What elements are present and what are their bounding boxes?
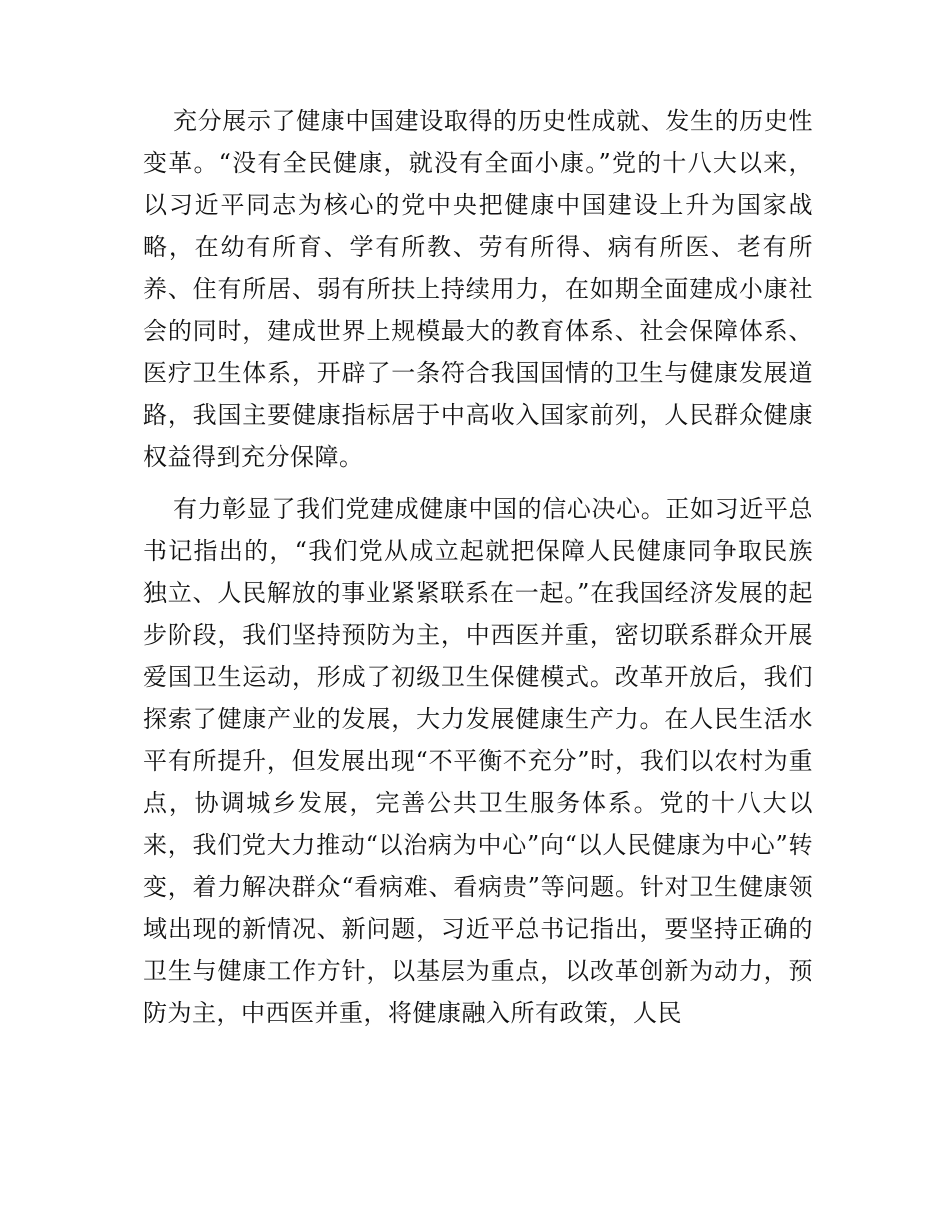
paragraph-achievements: 充分展示了健康中国建设取得的历史性成就、发生的历史性变革。“没有全民健康，就没有全面小康。”党的十八大以来，以习近平同志为核心的党中央把健康中国建设上升为国家战略，在幼有所育、学有所教、劳有所得、病有所医、老有所养、住有所居、弱有所扶上持续用力，在如期全面建成小康社会的同时，建成世界上规模最大的教育体系、社会保障体系、医疗卫生体系，开辟了一条符合我国国情的卫生与健康发展道路，我国主要健康指标居于中高收入国家前列，人民群众健康权益得到充分保障。 xyxy=(143,107,813,471)
document-body xyxy=(143,100,813,1044)
paragraph-confidence: 有力彰显了我们党建成健康中国的信心决心。正如习近平总书记指出的，“我们党从成立起就把保障人民健康同争取民族独立、人民解放的事业紧紧联系在一起。”在我国经济发展的起步阶段，我们坚持预防为主，中西医并重，密切联系群众开展爱国卫生运动，形成了初级卫生保健模式。改革开放后，我们探索了健康产业的发展，大力发展健康生产力。在人民生活水平有所提升，但发展出现“不平衡不充分”时，我们以农村为重点，协调城乡发展，完善公共卫生服务体系。党的十八大以来，我们党大力推动“以治病为中心”向“以人民健康为中心”转变，着力解决群众“看病难、看病贵”等问题。针对卫生健康领域出现的新情况、新问题，习近平总书记指出，要坚持正确的卫生与健康工作方针，以基层为重点，以改革创新为动力，预防为主，中西医并重，将健康融入所有政策，人民 xyxy=(143,495,813,1027)
